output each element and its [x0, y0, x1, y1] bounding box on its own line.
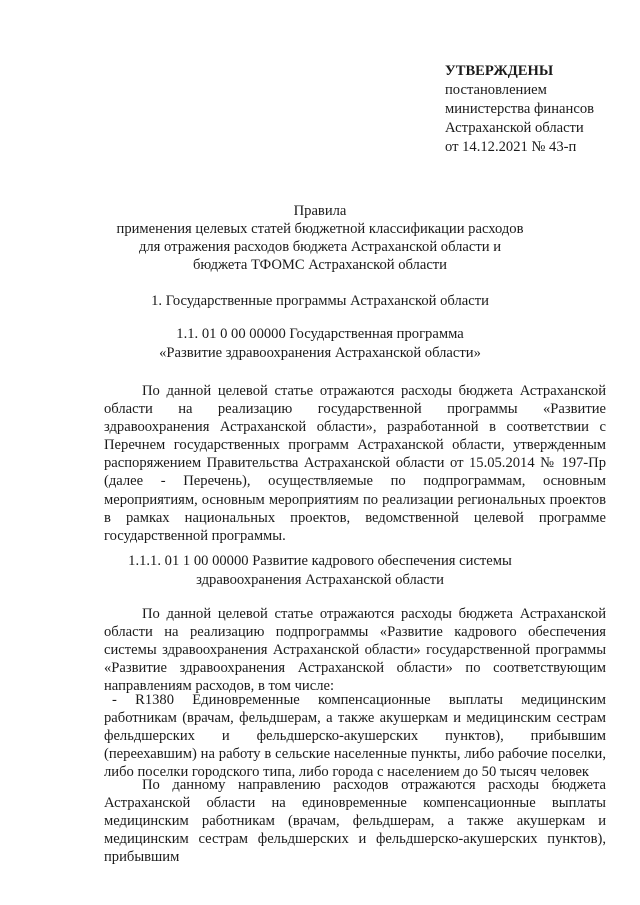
approval-line: от 14.12.2021 № 43-п [445, 139, 577, 155]
title-line: для отражения расходов бюджета Астраханской области и [138, 239, 502, 255]
subsection-heading-line: 1.1. 01 0 00 00000 Государственная программа [176, 326, 464, 342]
section-heading: 1. Государственные программы Астраханской области [151, 293, 489, 309]
approval-heading: УТВЕРЖДЕНЫ [445, 63, 554, 79]
subsection2-body: По данной целевой статье отражаются расходы бюджета Астраханской области на реализацию подпрограммы «Развитие кадрового обеспечения системы здравоохранения Астраханской области» государственной программы «Развитие здравоохранения Астраханской области» по соответствующим направлениям расходов, в том числе: [104, 606, 606, 695]
document-title [100, 202, 540, 274]
subsection2-heading-line: 1.1.1. 01 1 00 00000 Развитие кадрового обеспечения системы [128, 553, 512, 569]
title-line: Правила [293, 203, 347, 219]
subsection-heading [100, 325, 540, 363]
approval-line: постановлением [445, 82, 547, 98]
expense-item-description: По данному направлению расходов отражаются расходы бюджета Астраханской области на единовременные компенсационные выплаты медицинским работникам (врачам, фельдшерам, а также акушеркам и медицинским сестрам фельдшерских и фельдшерско-акушерских пунктов), прибывшим [104, 777, 606, 866]
subsection-heading-line: «Развитие здравоохранения Астраханской области» [159, 345, 481, 361]
subsection-body: По данной целевой статье отражаются расходы бюджета Астраханской области на реализацию государственной программы «Развитие здравоохранения Астраханской области», разработанной в соответствии с Перечнем государственных программ Астраханской области, утвержденным распоряжением Правительства Астраханской области от 15.05.2014 № 197-Пр (далее - Перечень), осуществляемые по подпрограммам, основным мероприятиям, основным мероприятиям по реализации региональных проектов в рамках национальных проектов, ведомственной целевой программе государственной программы. [104, 383, 606, 544]
expense-item: - R1380 Единовременные компенсационные выплаты медицинским работникам (врачам, фельдшерам, а также акушеркам и медицинским сестрам фельдшерских и фельдшерско-акушерских пунктов), прибывшим (переехавшим) на работу в сельские населенные пункты, либо рабочие поселки, либо поселки городского типа, либо города с населением до 50 тысяч человек [104, 692, 606, 781]
approval-line: Астраханской области [445, 120, 584, 136]
approval-line: министерства финансов [445, 101, 595, 117]
title-line: бюджета ТФОМС Астраханской области [192, 257, 447, 273]
title-line: применения целевых статей бюджетной классификации расходов [116, 221, 524, 237]
approval-stamp [445, 62, 635, 157]
subsection2-heading [100, 552, 540, 590]
subsection2-heading-line: здравоохранения Астраханской области [196, 572, 444, 588]
